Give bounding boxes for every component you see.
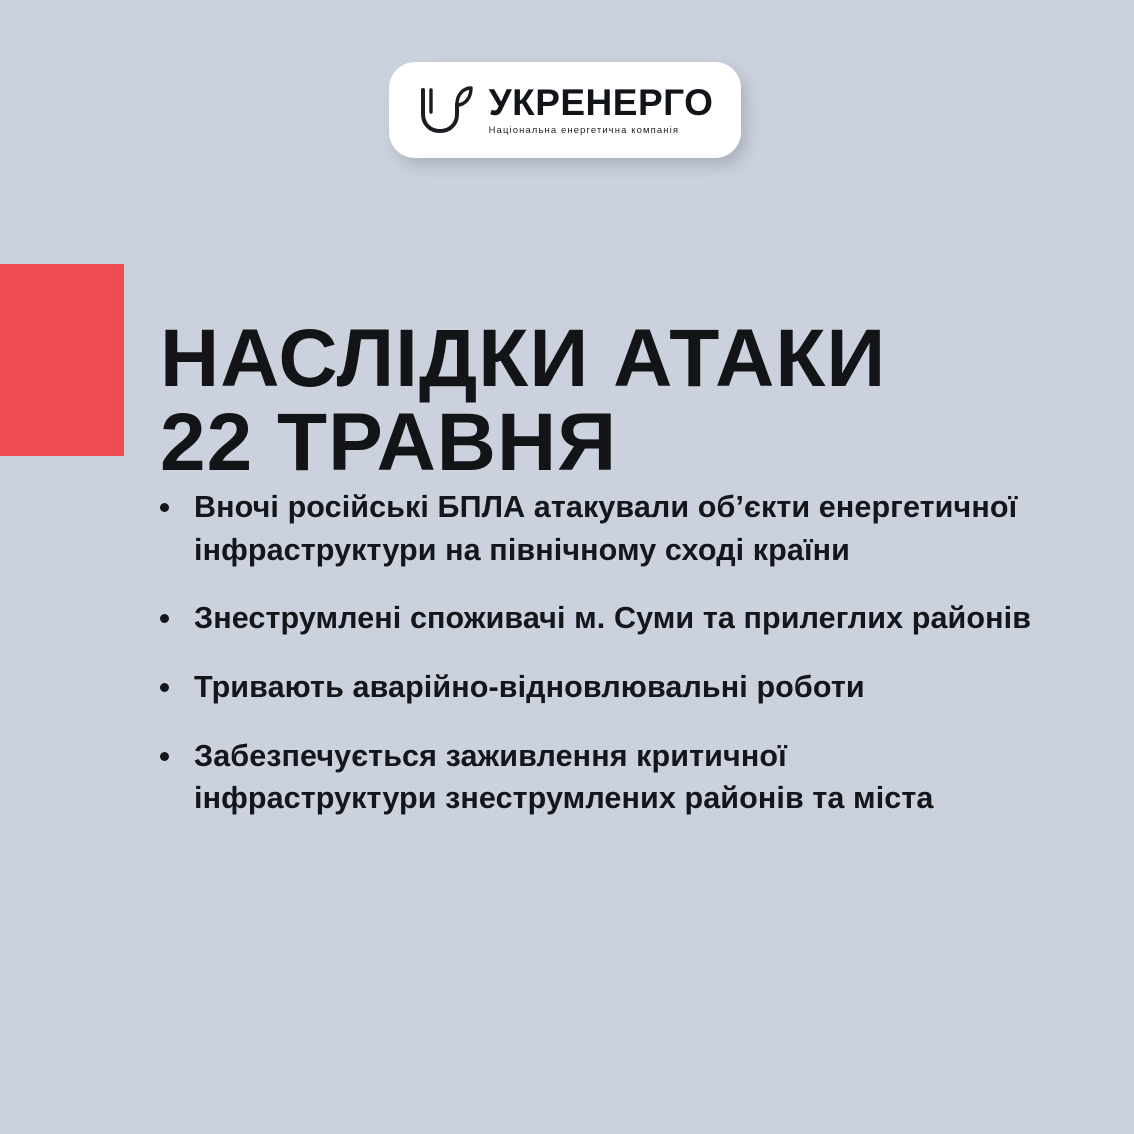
list-item-text: Вночі російські БПЛА атакували об’єкти енергетичної інфраструктури на північному сході країни xyxy=(194,490,1018,567)
bullet-dot-icon xyxy=(160,683,169,692)
page-title xyxy=(160,312,1060,488)
list-item xyxy=(152,486,1032,571)
list-item-text: Знеструмлені споживачі м. Суми та прилеглих районів xyxy=(194,601,1032,636)
list-item xyxy=(152,735,1032,820)
accent-block xyxy=(0,264,124,456)
page-title-line-2: 22 ТРАВНЯ xyxy=(160,396,618,488)
list-item-text: Тривають аварійно-відновлювальні роботи xyxy=(194,670,865,705)
bullet-dot-icon xyxy=(160,614,169,623)
page-title-line-1: НАСЛІДКИ АТАКИ xyxy=(160,312,887,404)
ukrenergo-leaf-logo-icon xyxy=(417,84,475,136)
bullet-list xyxy=(152,486,1032,820)
list-item xyxy=(152,666,1032,709)
bullet-dot-icon xyxy=(160,752,169,761)
brand-logo-card xyxy=(389,62,741,158)
brand-name: УКРЕНЕРГО xyxy=(488,82,714,124)
brand-tagline: Національна енергетична компанія xyxy=(488,125,680,137)
list-item-text: Забезпечується заживлення критичної інфраструктури знеструмлених районів та міста xyxy=(194,738,934,816)
bullet-dot-icon xyxy=(160,503,169,512)
list-item xyxy=(152,597,1032,640)
